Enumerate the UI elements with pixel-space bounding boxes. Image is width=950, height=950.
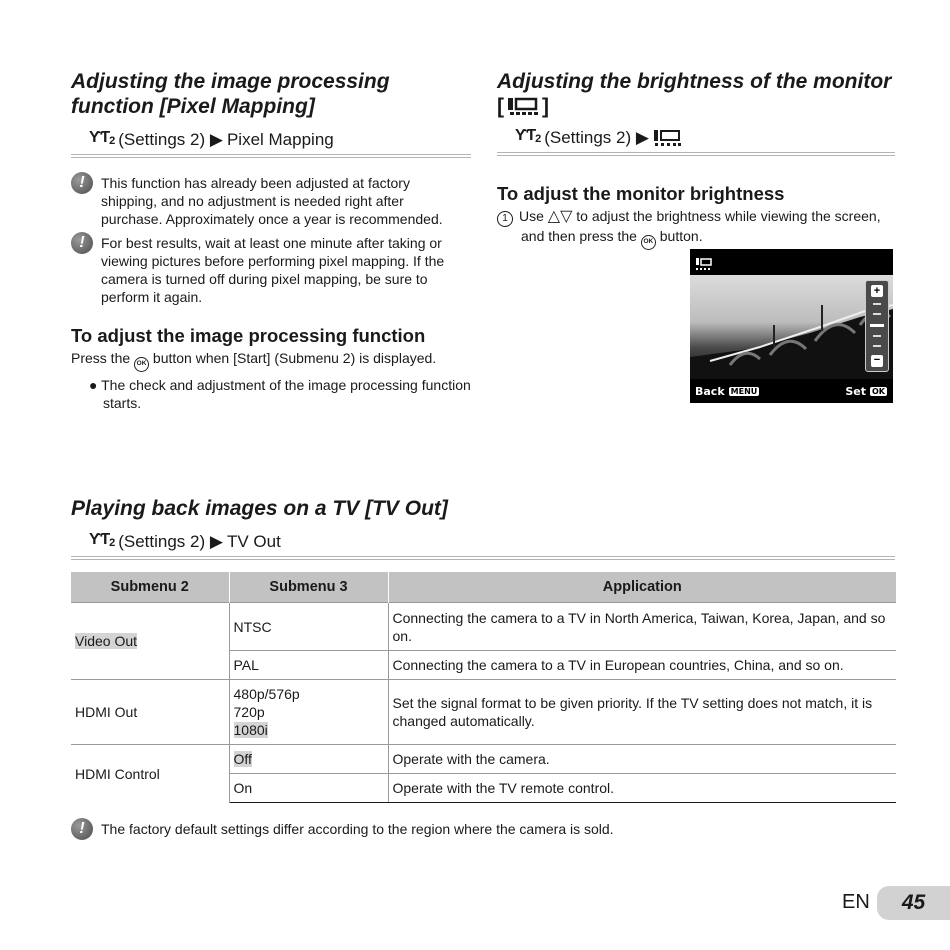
back-label: Back MENU [695, 385, 758, 398]
application-cell: Connecting the camera to a TV in North America, Taiwan, Korea, Japan, and so on. [388, 603, 896, 651]
table-row [71, 745, 896, 774]
table-row [71, 680, 896, 745]
monitor-brightness-title: Adjusting the brightness of the monitor [ ] [497, 70, 892, 118]
brightness-level-marker [870, 324, 884, 327]
set-label: Set OK [845, 385, 885, 398]
submenu3-cell: On [229, 774, 388, 803]
menu-prefix: (Settings 2) ▶ [118, 531, 223, 551]
bullet-icon: ● [89, 376, 98, 393]
menu-item: Pixel Mapping [226, 129, 334, 149]
language-label: EN [842, 891, 870, 913]
monitor-step-1: 1 Use △▽ to adjust the brightness while viewing the screen, and then press the OK button. [497, 207, 901, 250]
application-cell: Set the signal format to be given priority. If the TV setting does not match, it is changed automatically. [388, 680, 896, 745]
page-number: 45 [877, 886, 950, 920]
tv-out-table-wrapper [71, 572, 896, 803]
left-section [71, 69, 471, 412]
caution-icon: ! [71, 232, 93, 254]
monitor-brightness-icon [696, 258, 712, 270]
monitor-brightness-icon: [ ] [497, 95, 549, 118]
menu-prefix: (Settings 2) ▶ [118, 129, 223, 149]
settings-icon: $ƳƬ_2$ [515, 127, 541, 145]
ok-button-icon: OK [134, 357, 149, 372]
caution-icon: ! [71, 818, 93, 840]
monitor-menu-path [497, 125, 895, 156]
submenu2-cell: HDMI Control [71, 745, 229, 803]
pixel-mapping-title: Adjusting the image processing function [Pixel Mapping] [71, 70, 390, 118]
note-2 [71, 234, 471, 306]
application-cell: Operate with the TV remote control. [388, 774, 896, 803]
table-row [71, 603, 896, 651]
image-processing-subheading: To adjust the image processing function [71, 325, 426, 346]
tv-out-section [71, 496, 895, 560]
caution-icon: ! [71, 172, 93, 194]
submenu3-cell: Off [229, 745, 388, 774]
tv-out-note [71, 820, 771, 840]
table-header-row [71, 572, 896, 603]
tv-out-menu-path [71, 529, 895, 560]
menu-item: TV Out [226, 531, 281, 551]
ok-button-icon: OK [641, 235, 656, 250]
submenu2-cell: Video Out [71, 603, 229, 680]
right-section [497, 69, 895, 250]
settings-icon: $ƳƬ_2$ [89, 129, 115, 147]
column-header: Submenu 3 [229, 572, 388, 603]
ok-key-icon: OK [872, 387, 885, 396]
submenu3-cell: 480p/576p 720p 1080i [229, 680, 388, 745]
brightness-slider[interactable] [865, 280, 889, 372]
monitor-brightness-icon [653, 129, 683, 147]
submenu2-cell: HDMI Out [71, 680, 229, 745]
column-header: Submenu 2 [71, 572, 229, 603]
menu-prefix: (Settings 2) ▶ [544, 127, 649, 147]
note-text: This function has already been adjusted at factory shipping, and no adjustment is needed right after purchase. Approximately once a year is recommended. [101, 175, 443, 227]
minus-icon: − [871, 355, 883, 367]
bullet-item: ● The check and adjustment of the image processing function starts. [89, 376, 471, 411]
tv-out-title: Playing back images on a TV [TV Out] [71, 497, 448, 520]
pixel-mapping-menu-path [71, 127, 471, 158]
note-text: For best results, wait at least one minute after taking or viewing pictures before performing pixel mapping. If the camera is turned off during pixel mapping, be sure to perform it again. [101, 235, 445, 305]
submenu3-cell: NTSC [229, 603, 388, 651]
application-cell: Connecting the camera to a TV in European countries, China, and so on. [388, 651, 896, 680]
plus-icon: + [871, 285, 883, 297]
monitor-brightness-subheading: To adjust the monitor brightness [497, 183, 785, 204]
menu-key-icon: MENU [730, 387, 758, 396]
tv-out-table [71, 572, 896, 803]
image-processing-instruction: Press the OK button when [Start] (Submenu 2) is displayed. [71, 349, 441, 372]
column-header: Application [388, 572, 896, 603]
step-number: 1 [497, 211, 513, 227]
bridge-photo [690, 275, 893, 379]
note-1 [71, 174, 471, 228]
submenu3-cell: PAL [229, 651, 388, 680]
application-cell: Operate with the camera. [388, 745, 896, 774]
settings-icon: $ƳƬ_2$ [89, 531, 115, 549]
up-down-arrows-icon: △▽ [547, 208, 573, 225]
camera-brightness-screen [690, 249, 893, 403]
note-text: The factory default settings differ according to the region where the camera is sold. [101, 821, 614, 837]
